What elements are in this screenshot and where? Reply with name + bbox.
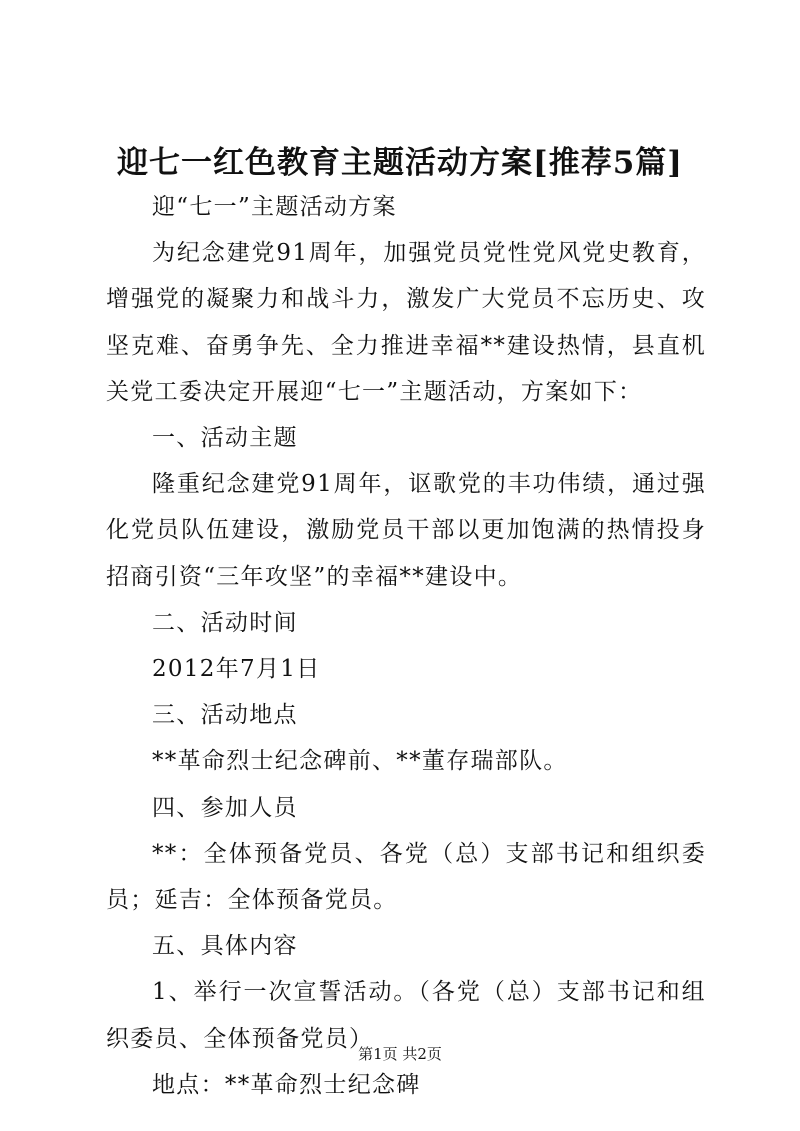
paragraph-subtitle: 迎“七一”主题活动方案 — [152, 194, 397, 220]
section-heading-theme: 一、活动主题 — [152, 425, 298, 452]
section-heading-time: 二、活动时间 — [152, 609, 298, 636]
paragraph-content-item-1: 1、举行一次宣誓活动。（各党（总）支部书记和组织委员、全体预备党员） — [106, 979, 706, 1052]
paragraph-participants: **：全体预备党员、各党（总）支部书记和组织委员；延吉：全体预备党员。 — [106, 840, 706, 914]
document-body — [106, 184, 706, 1108]
paragraph-time: 2012年7月1日 — [152, 656, 321, 683]
page-number-footer: 第1页 共2页 — [358, 1045, 442, 1063]
paragraph-theme: 隆重纪念建党91周年，讴歌党的丰功伟绩，通过强化党员队伍建设，激励党员干部以更加饱满的热情投身招商引资“三年攻坚”的幸福**建设中。 — [106, 471, 706, 590]
paragraph-content-location: 地点：**革命烈士纪念碑 — [152, 1071, 421, 1098]
section-heading-participants: 四、参加人员 — [152, 794, 298, 821]
section-heading-content: 五、具体内容 — [152, 933, 298, 960]
paragraph-location: **革命烈士纪念碑前、**董存瑞部队。 — [152, 748, 568, 775]
document-title: 迎七一红色教育主题活动方案[推荐5篇] — [117, 145, 683, 181]
paragraph-intro: 为纪念建党91周年，加强党员党性党风党史教育，增强党的凝聚力和战斗力，激发广大党员不忘历史、攻坚克难、奋勇争先、全力推进幸福**建设热情，县直机关党工委决定开展迎“七一”主题活动，方案如下： — [106, 240, 706, 405]
section-heading-location: 三、活动地点 — [152, 702, 298, 729]
